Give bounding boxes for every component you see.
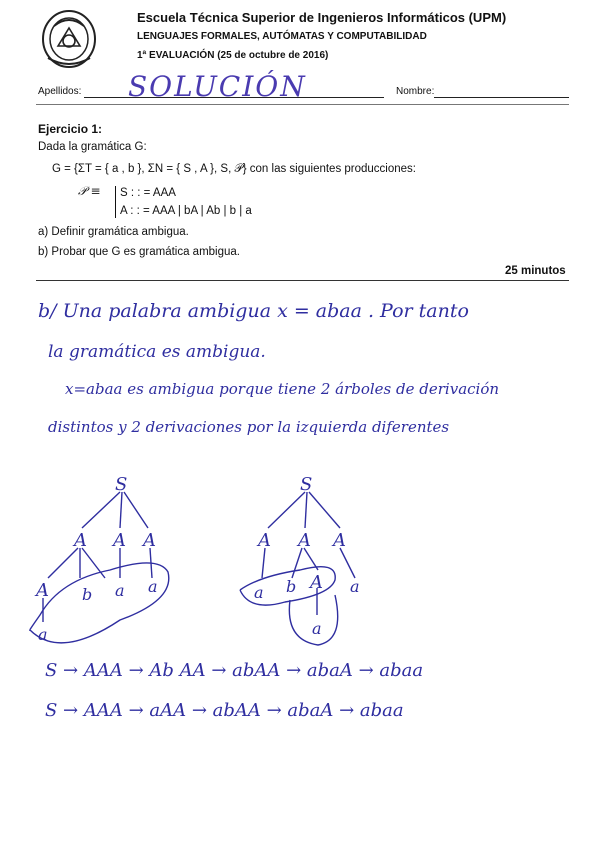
answer-line-2: la gramática es ambigua. — [48, 342, 266, 362]
productions-symbol: 𝒫 ≡ — [78, 184, 101, 198]
production-rule-a: A : : = AAA | bA | Ab | b | a — [120, 205, 252, 217]
answer-line-4: distintos y 2 derivaciones por la izquierda diferentes — [48, 418, 450, 436]
answer-line-3: x=abaa es ambigua porque tiene 2 árboles de derivación — [65, 380, 500, 398]
question-b: b) Probar que G es gramática ambigua. — [38, 246, 240, 258]
left-A-1: A — [74, 530, 87, 551]
right-A-2: A — [298, 530, 311, 551]
institution-title: Escuela Técnica Superior de Ingenieros Informáticos (UPM) — [137, 10, 507, 25]
right-leaf-a2: a — [350, 577, 360, 596]
exercise-title: Ejercicio 1: — [38, 122, 103, 136]
right-bottom-a: a — [312, 619, 322, 638]
exercise-intro: Dada la gramática G: — [38, 141, 147, 153]
handwritten-solucion: SOLUCIÓN — [128, 70, 307, 103]
grammar-definition: G = {ΣT = { a , b }, ΣN = { S , A }, S, 𝒫} con las siguientes producciones: — [52, 163, 416, 175]
right-leaf-a1: a — [254, 583, 264, 602]
evaluation-date: 1ª EVALUACIÓN (25 de octubre de 2016) — [137, 50, 329, 61]
apellidos-label: Apellidos: — [38, 86, 82, 97]
left-leaf-a2: a — [148, 577, 158, 596]
answer-line-1: b/ Una palabra ambigua x = abaa . Por tanto — [38, 300, 469, 322]
nombre-label: Nombre: — [396, 86, 435, 97]
left-leaf-A: A — [36, 580, 49, 601]
right-A-1: A — [258, 530, 271, 551]
left-A-2: A — [113, 530, 126, 551]
left-A-3: A — [143, 530, 156, 551]
right-leaf-A: A — [310, 572, 323, 593]
left-bottom-a: a — [38, 625, 48, 644]
time-limit: 25 minutos — [505, 265, 566, 277]
derivation-1: S → AAA → Ab AA → abAA → abaA → abaa — [45, 660, 424, 681]
derivation-2: S → AAA → aAA → abAA → abaA → abaa — [45, 700, 404, 721]
course-title: LENGUAJES FORMALES, AUTÓMATAS Y COMPUTABILIDAD — [137, 31, 427, 42]
left-root-S: S — [115, 474, 128, 495]
question-a: a) Definir gramática ambigua. — [38, 226, 189, 238]
right-leaf-b: b — [286, 577, 297, 596]
left-leaf-b: b — [82, 585, 93, 604]
production-rule-s: S : : = AAA — [120, 187, 176, 199]
right-root-S: S — [300, 474, 313, 495]
left-leaf-a1: a — [115, 581, 125, 600]
right-A-3: A — [333, 530, 346, 551]
